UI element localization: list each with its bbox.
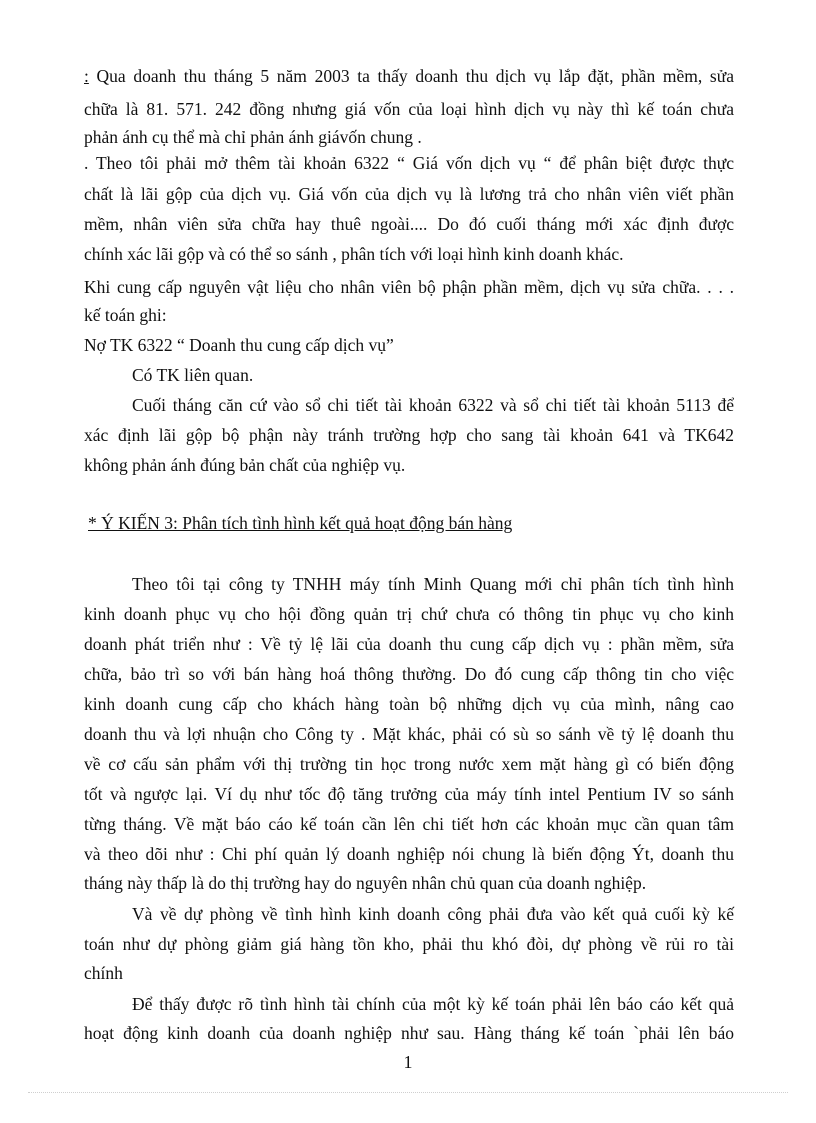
paragraph-line: và theo dõi như : Chi phí quản lý doanh nghiệp nói chung là biến động Ýt, doanh thu <box>84 844 734 864</box>
page-bottom-divider <box>28 1092 788 1093</box>
paragraph-line: doanh thu và lợi nhuận cho Công ty . Mặt khác, phải có sù so sánh về tỷ lệ doanh thu <box>84 724 734 744</box>
section-heading: * Ý KIẾN 3: Phân tích tình hình kết quả hoạt động bán hàng <box>88 513 513 533</box>
paragraph-line: tháng này thấp là do thị trường hay do nguyên nhân chủ quan của doanh nghiệp. <box>84 873 647 893</box>
paragraph-line: Theo tôi tại công ty TNHH máy tính Minh Quang mới chỉ phân tích tình hình <box>132 574 734 594</box>
paragraph-line: Cuối tháng căn cứ vào sổ chi tiết tài khoản 6322 và sổ chi tiết tài khoản 5113 để <box>132 395 734 415</box>
paragraph-line: Và về dự phòng về tình hình kinh doanh công phải đưa vào kết quả cuối kỳ kế <box>132 904 734 924</box>
page-number: 1 <box>403 1052 413 1072</box>
paragraph-line: kinh doanh phục vụ cho hội đồng quản trị chứ chưa có thông tin phục vụ cho kinh <box>84 604 734 624</box>
paragraph-line: chữa, bảo trì so với bán hàng hoá thông thường. Do đó cung cấp thông tin cho việc <box>84 664 734 684</box>
paragraph-line <box>84 64 734 88</box>
paragraph-line: về cơ cấu sản phẩm với thị trường tin học trong nước xem mặt hàng gì có biến động <box>84 754 734 774</box>
paragraph-line: doanh phát triển như : Về tỷ lệ lãi của doanh thu cung cấp dịch vụ : phần mềm, sửa <box>84 634 734 654</box>
paragraph-line: mềm, nhân viên sửa chữa hay thuê ngoài.... Do đó cuối tháng mới xác định được <box>84 214 734 234</box>
underlined-colon: : <box>84 66 89 86</box>
paragraph-line: Khi cung cấp nguyên vật liệu cho nhân viên bộ phận phần mềm, dịch vụ sửa chữa. . . . <box>84 277 734 297</box>
paragraph-line: kế toán ghi: <box>84 305 167 325</box>
paragraph-line: hoạt động kinh doanh của doanh nghiệp như sau. Hàng tháng kế toán `phải lên báo <box>84 1023 734 1043</box>
paragraph-line: không phản ánh đúng bản chất của nghiệp vụ. <box>84 455 406 475</box>
paragraph-line: xác định lãi gộp bộ phận này tránh trường hợp cho sang tài khoản 641 và TK642 <box>84 425 734 445</box>
paragraph-line: chính <box>84 963 123 983</box>
paragraph-line: chính xác lãi gộp và có thể so sánh , phân tích với loại hình kinh doanh khác. <box>84 244 624 264</box>
paragraph-line: tốt và ngược lại. Ví dụ như tốc độ tăng trưởng của máy tính intel Pentium IV so sánh <box>84 784 734 804</box>
paragraph-line: toán như dự phòng giảm giá hàng tồn kho, phải thu khó đòi, dự phòng về rủi ro tài <box>84 934 734 954</box>
paragraph-line: . Theo tôi phải mở thêm tài khoản 6322 “ Giá vốn dịch vụ “ để phân biệt được thực <box>84 153 734 173</box>
paragraph-line: Để thấy được rõ tình hình tài chính của một kỳ kế toán phải lên báo cáo kết quả <box>132 994 734 1014</box>
credit-entry: Có TK liên quan. <box>132 365 254 385</box>
debit-entry: Nợ TK 6322 “ Doanh thu cung cấp dịch vụ” <box>84 335 394 355</box>
paragraph-line: phản ánh cụ thể mà chỉ phản ánh giávốn chung . <box>84 127 422 147</box>
paragraph-line: chất là lãi gộp của dịch vụ. Giá vốn của dịch vụ là lương trả cho nhân viên viết phần <box>84 184 734 204</box>
paragraph-line: kinh doanh cung cấp cho khách hàng toàn bộ những dịch vụ của mình, nâng cao <box>84 694 734 714</box>
line-text: Qua doanh thu tháng 5 năm 2003 ta thấy doanh thu dịch vụ lắp đặt, phần mềm, sửa <box>88 66 734 86</box>
paragraph-line: chữa là 81. 571. 242 đồng nhưng giá vốn của loại hình dịch vụ này thì kế toán chưa <box>84 99 734 119</box>
paragraph-line: từng tháng. Về mặt báo cáo kế toán cần lên chi tiết hơn các khoản mục cần quan tâm <box>84 814 734 834</box>
